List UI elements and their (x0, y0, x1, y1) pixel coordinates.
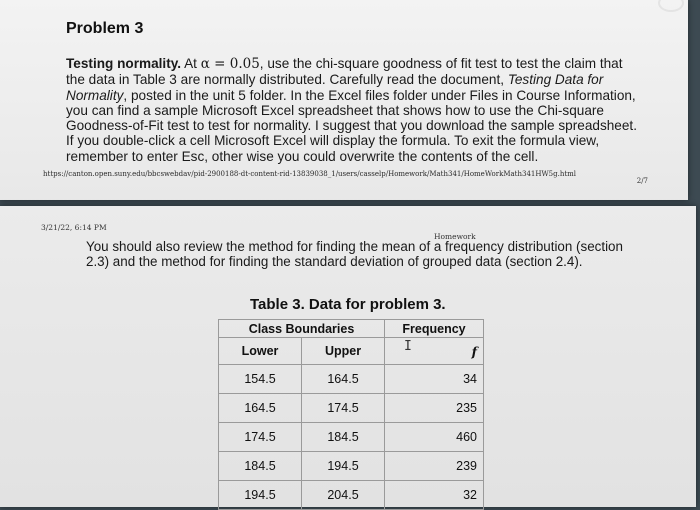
document-page-1 (0, 0, 688, 200)
table-row (219, 394, 484, 423)
cell-upper: 164.5 (302, 365, 385, 394)
table-title: Table 3. Data for problem 3. (250, 296, 446, 313)
data-table (218, 319, 484, 510)
problem-title: Problem 3 (66, 20, 144, 37)
subheader-lower: Lower (219, 338, 302, 365)
cell-frequency: 460 (385, 423, 484, 452)
print-header: Homework (434, 232, 476, 241)
page-number: 2/7 (636, 177, 648, 185)
cell-lower: 174.5 (219, 423, 302, 452)
cell-lower: 184.5 (219, 452, 302, 481)
table-row (219, 423, 484, 452)
print-url: https://canton.open.suny.edu/bbcswebdav/pid-2900188-dt-content-rid-13839038_1/users/casselp/Homework/Math341/HomeWorkMath341HW5g.html (43, 170, 577, 178)
print-date: 3/21/22, 6:14 PM (41, 223, 107, 232)
review-text: You should also review the method for finding the mean of a frequency distribution (section 2.3) and the method for finding the standard deviation of grouped data (section 2.4). (86, 239, 623, 269)
cell-frequency: 235 (385, 394, 484, 423)
cell-upper: 204.5 (302, 481, 385, 510)
table-row (219, 481, 484, 510)
table-subheader-row (219, 338, 484, 365)
alpha-expression: α = 0.05 (200, 56, 260, 72)
problem-text-a: , use the chi-square goodness of fit test to test the claim that the data in Table 3 are normally distributed. Carefully read the document, (66, 56, 623, 88)
cell-frequency: 32 (385, 481, 484, 510)
browser-button-icon (658, 0, 684, 12)
cell-upper: 194.5 (302, 452, 385, 481)
problem-text-b: , posted in the unit 5 folder. In the Excel files folder under Files in Course Information, you can find a sample Microsoft Excel spreadsheet that shows how to use the Chi-square Goodness-of-Fit test to test for normality. I suggest that you download the sample spreadsheet. If you double-click a cell Microsoft Excel will display the formula. To exit the formula view, remember to enter Esc, other wise you could overwrite the contents of the cell. (66, 87, 637, 164)
cell-lower: 154.5 (219, 365, 302, 394)
document-page-2 (0, 206, 696, 507)
subheader-upper: Upper (302, 338, 385, 365)
cell-frequency: 239 (385, 452, 484, 481)
table-row (219, 452, 484, 481)
cell-upper: 184.5 (302, 423, 385, 452)
problem-lead: Testing normality. (66, 56, 182, 71)
cell-upper: 174.5 (302, 394, 385, 423)
header-class-boundaries: Class Boundaries (219, 320, 385, 338)
header-frequency: Frequency (385, 320, 484, 338)
text-cursor-icon: I (404, 339, 412, 354)
table-header-row (219, 320, 484, 338)
cell-lower: 164.5 (219, 394, 302, 423)
table-row (219, 365, 484, 394)
subheader-f: f (385, 338, 484, 365)
cell-frequency: 34 (385, 365, 484, 394)
problem-text (66, 56, 638, 164)
text-at: At (184, 56, 197, 71)
document-name: Testing Data for Normality (66, 72, 604, 103)
cell-lower: 194.5 (219, 481, 302, 510)
